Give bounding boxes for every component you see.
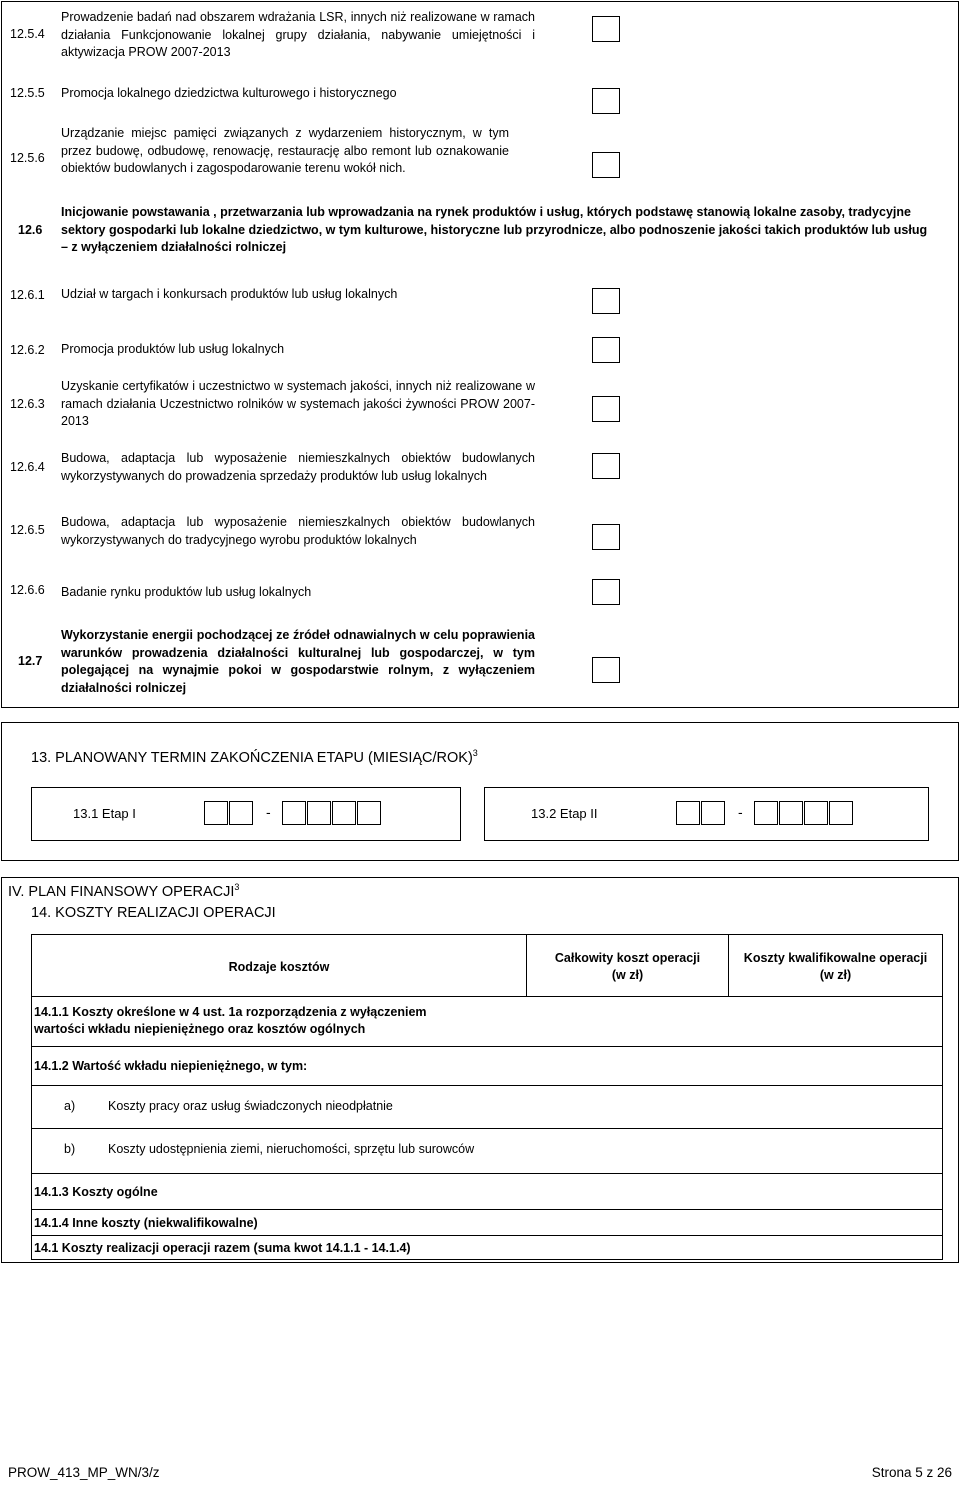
item-text: Promocja produktów lub usług lokalnych bbox=[61, 342, 285, 356]
item-text: Budowa, adaptacja lub wyposażenie niemieszkalnych obiektów budowlanych wykorzystywanych do prowadzenia sprzedaży produktów lub usług lokalnych bbox=[61, 451, 535, 483]
checkbox-12-6-6[interactable] bbox=[592, 579, 620, 605]
etap-1-month-digit-2[interactable] bbox=[229, 801, 253, 825]
row-b-text: Koszty udostępnienia ziemi, nieruchomości, sprzętu lub surowców bbox=[108, 1142, 475, 1156]
header-eligible-cost-line1: Koszty kwalifikowalne operacji bbox=[743, 951, 928, 965]
header-total-cost-line1: Całkowity koszt operacji bbox=[554, 951, 701, 965]
etap-1-year-digit-4[interactable] bbox=[357, 801, 381, 825]
etap-1-year-digit-3[interactable] bbox=[332, 801, 356, 825]
item-code: 12.5.6 bbox=[10, 151, 45, 165]
row-14-1-1-text-a: 14.1.1 Koszty określone w bbox=[34, 1005, 189, 1019]
row-a-text: Koszty pracy oraz usług świadczonych nieodpłatnie bbox=[108, 1099, 393, 1113]
checkbox-12-6-2[interactable] bbox=[592, 337, 620, 363]
item-code: 12.6 bbox=[18, 223, 43, 237]
section-14-title: 14. KOSZTY REALIZACJI OPERACJI bbox=[31, 905, 276, 921]
footer-form-code: PROW_413_MP_WN/3/z bbox=[8, 1465, 160, 1480]
item-code: 12.7 bbox=[18, 654, 43, 668]
etap-2-month-digit-1[interactable] bbox=[676, 801, 700, 825]
etap-1-label: 13.1 Etap I bbox=[73, 806, 136, 821]
checkbox-12-5-4[interactable] bbox=[592, 16, 620, 42]
checkbox-12-6-4[interactable] bbox=[592, 453, 620, 479]
checkbox-12-7[interactable] bbox=[592, 657, 620, 683]
item-text: Budowa, adaptacja lub wyposażenie niemieszkalnych obiektów budowlanych wykorzystywanych do tradycyjnego wyrobu produktów lokalnych bbox=[61, 515, 535, 547]
item-text: Badanie rynku produktów lub usług lokalnych bbox=[61, 585, 312, 599]
header-cost-types-label: Rodzaje kosztów bbox=[228, 960, 330, 974]
etap-1-year-digit-2[interactable] bbox=[307, 801, 331, 825]
row-14-1-total-label: 14.1 Koszty realizacji operacji razem (suma kwot 14.1.1 - 14.1.4) bbox=[34, 1241, 411, 1255]
header-total-cost-line2: (w zł) bbox=[611, 968, 644, 982]
etap-2-month-digit-2[interactable] bbox=[701, 801, 725, 825]
etap-2-year-digit-3[interactable] bbox=[804, 801, 828, 825]
etap-2-year-digit-1[interactable] bbox=[754, 801, 778, 825]
row-14-1-1-label bbox=[34, 1004, 504, 1038]
footnote-ref: 3 bbox=[234, 882, 240, 892]
item-code: 12.5.5 bbox=[10, 86, 45, 100]
etap-1-dash: - bbox=[266, 804, 271, 820]
section-iv-title-text: IV. PLAN FINANSOWY OPERACJI bbox=[8, 883, 235, 900]
etap-2-dash: - bbox=[738, 804, 743, 820]
item-text: Inicjowanie powstawania , przetwarzania lub wprowadzania na rynek produktów i usług, których podstawę stanowią lokalne zasoby, tradycyjne sektory gospodarki lub lokalne dziedzictwo, w tym kulturowe, historyczne lub przyrodnicze, albo podnoszenie jakości takich produktów lub usług – z wyłączeniem działalności rolniczej bbox=[61, 205, 928, 254]
etap-2-label: 13.2 Etap II bbox=[531, 806, 598, 821]
etap-2-year-digit-2[interactable] bbox=[779, 801, 803, 825]
item-code: 12.6.2 bbox=[10, 343, 45, 357]
checkbox-12-6-5[interactable] bbox=[592, 524, 620, 550]
item-text: Udział w targach i konkursach produktów lub usług lokalnych bbox=[61, 287, 398, 301]
row-14-1-3 bbox=[31, 1173, 943, 1210]
item-code: 12.6.5 bbox=[10, 523, 45, 537]
item-code: 12.6.6 bbox=[10, 583, 45, 597]
row-a-letter: a) bbox=[64, 1099, 76, 1113]
section-13-title-text: 13. PLANOWANY TERMIN ZAKOŃCZENIA ETAPU (MIESIĄC/ROK) bbox=[31, 749, 473, 766]
item-text: Wykorzystanie energii pochodzącej ze źródeł odnawialnych w celu poprawienia warunków prowadzenia działalności kulturalnej lub gospodarczej, w tym polegającej na wynajmie pokoi w gospodarstwie rolnym, z wyłączeniem działalności rolniczej bbox=[61, 628, 535, 695]
etap-1-month-digit-1[interactable] bbox=[204, 801, 228, 825]
checkbox-12-5-5[interactable] bbox=[592, 88, 620, 114]
header-total-cost-label bbox=[526, 950, 729, 984]
item-code: 12.5.4 bbox=[10, 27, 45, 41]
row-14-1-1-text-c: ust. 1a rozporządzenia z wyłączeniem bbox=[202, 1005, 427, 1019]
checkbox-12-6-1[interactable] bbox=[592, 288, 620, 314]
etap-1-year-digit-1[interactable] bbox=[282, 801, 306, 825]
checkbox-12-5-6[interactable] bbox=[592, 152, 620, 178]
item-text: Urządzanie miejsc pamięci związanych z wydarzeniem historycznym, w tym przez budowę, odbudowę, renowację, restaurację albo remont lub oznakowanie obiektów budowlanych i zagospodarowanie terenu wokół nich. bbox=[61, 126, 509, 175]
item-code: 12.6.3 bbox=[10, 397, 45, 411]
item-code: 12.6.4 bbox=[10, 460, 45, 474]
item-text: Promocja lokalnego dziedzictwa kulturowego i historycznego bbox=[61, 86, 397, 100]
row-14-1-1-text-d: wartości wkładu niepieniężnego oraz kosztów ogólnych bbox=[34, 1022, 366, 1036]
header-eligible-cost-label bbox=[728, 950, 943, 984]
etap-2-year-digit-4[interactable] bbox=[829, 801, 853, 825]
row-14-1-1-ref: 4 bbox=[192, 1005, 200, 1019]
checkbox-12-6-3[interactable] bbox=[592, 396, 620, 422]
header-eligible-cost-line2: (w zł) bbox=[819, 968, 852, 982]
item-code: 12.6.1 bbox=[10, 288, 45, 302]
footer-page-number: Strona 5 z 26 bbox=[871, 1465, 952, 1480]
row-14-1-4-label: 14.1.4 Inne koszty (niekwalifikowalne) bbox=[34, 1216, 258, 1230]
row-14-1-3-label: 14.1.3 Koszty ogólne bbox=[34, 1185, 158, 1199]
section-iv-title bbox=[8, 882, 239, 900]
item-text: Prowadzenie badań nad obszarem wdrażania LSR, innych niż realizowane w ramach działania Funkcjonowanie lokalnej grupy działania, nabywanie umiejętności i aktywizacja PROW 2007-2013 bbox=[61, 10, 535, 59]
row-b-letter: b) bbox=[64, 1142, 76, 1156]
section-13-title bbox=[31, 748, 478, 766]
row-14-1-2-label: 14.1.2 Wartość wkładu niepieniężnego, w tym: bbox=[34, 1059, 308, 1073]
footnote-ref: 3 bbox=[472, 748, 478, 758]
item-text: Uzyskanie certyfikatów i uczestnictwo w systemach jakości, innych niż realizowane w ramach działania Uczestnictwo rolników w systemach jakości żywności PROW 2007-2013 bbox=[61, 379, 535, 428]
